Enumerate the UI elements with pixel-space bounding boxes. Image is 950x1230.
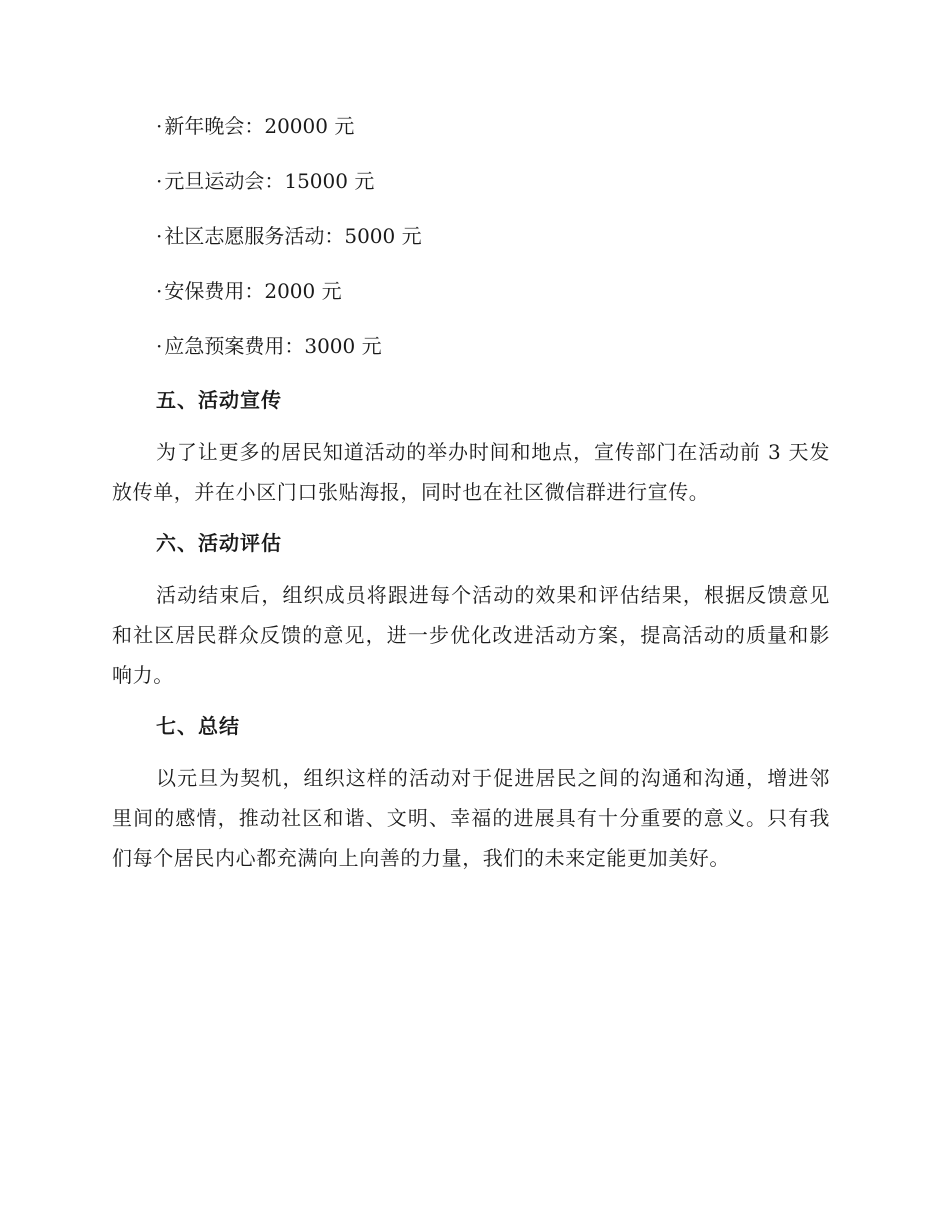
list-item-text: 应急预案费用：3000 元	[164, 334, 382, 358]
document-page	[112, 108, 830, 892]
section-heading: 五、活动宣传	[156, 388, 282, 412]
section-paragraph: 为了让更多的居民知道活动的举办时间和地点，宣传部门在活动前 3 天发放传单，并在小区门口张贴海报，同时也在社区微信群进行宣传。	[112, 440, 830, 504]
list-item	[156, 328, 830, 364]
section-paragraph: 以元旦为契机，组织这样的活动对于促进居民之间的沟通和沟通，增进邻里间的感情，推动社区和谐、文明、幸福的进展具有十分重要的意义。只有我们每个居民内心都充满向上向善的力量，我们的未来定能更加美好。	[112, 766, 830, 870]
section-paragraph: 活动结束后，组织成员将跟进每个活动的效果和评估结果，根据反馈意见和社区居民群众反馈的意见，进一步优化改进活动方案，提高活动的质量和影响力。	[112, 583, 830, 687]
list-item	[156, 273, 830, 309]
bullet-marker: ·	[156, 334, 163, 358]
budget-list	[112, 108, 830, 364]
bullet-marker: ·	[156, 169, 163, 193]
bullet-marker: ·	[156, 279, 163, 303]
list-item	[156, 163, 830, 199]
section-evaluation	[112, 525, 830, 695]
section-summary	[112, 708, 830, 878]
list-item-text: 新年晚会：20000 元	[164, 114, 355, 138]
bullet-marker: ·	[156, 114, 163, 138]
list-item-text: 社区志愿服务活动：5000 元	[164, 224, 422, 248]
list-item	[156, 218, 830, 254]
list-item	[156, 108, 830, 144]
bullet-marker: ·	[156, 224, 163, 248]
section-heading: 六、活动评估	[156, 531, 282, 555]
section-heading: 七、总结	[156, 714, 240, 738]
section-publicity	[112, 382, 830, 512]
list-item-text: 安保费用：2000 元	[164, 279, 342, 303]
list-item-text: 元旦运动会：15000 元	[164, 169, 375, 193]
